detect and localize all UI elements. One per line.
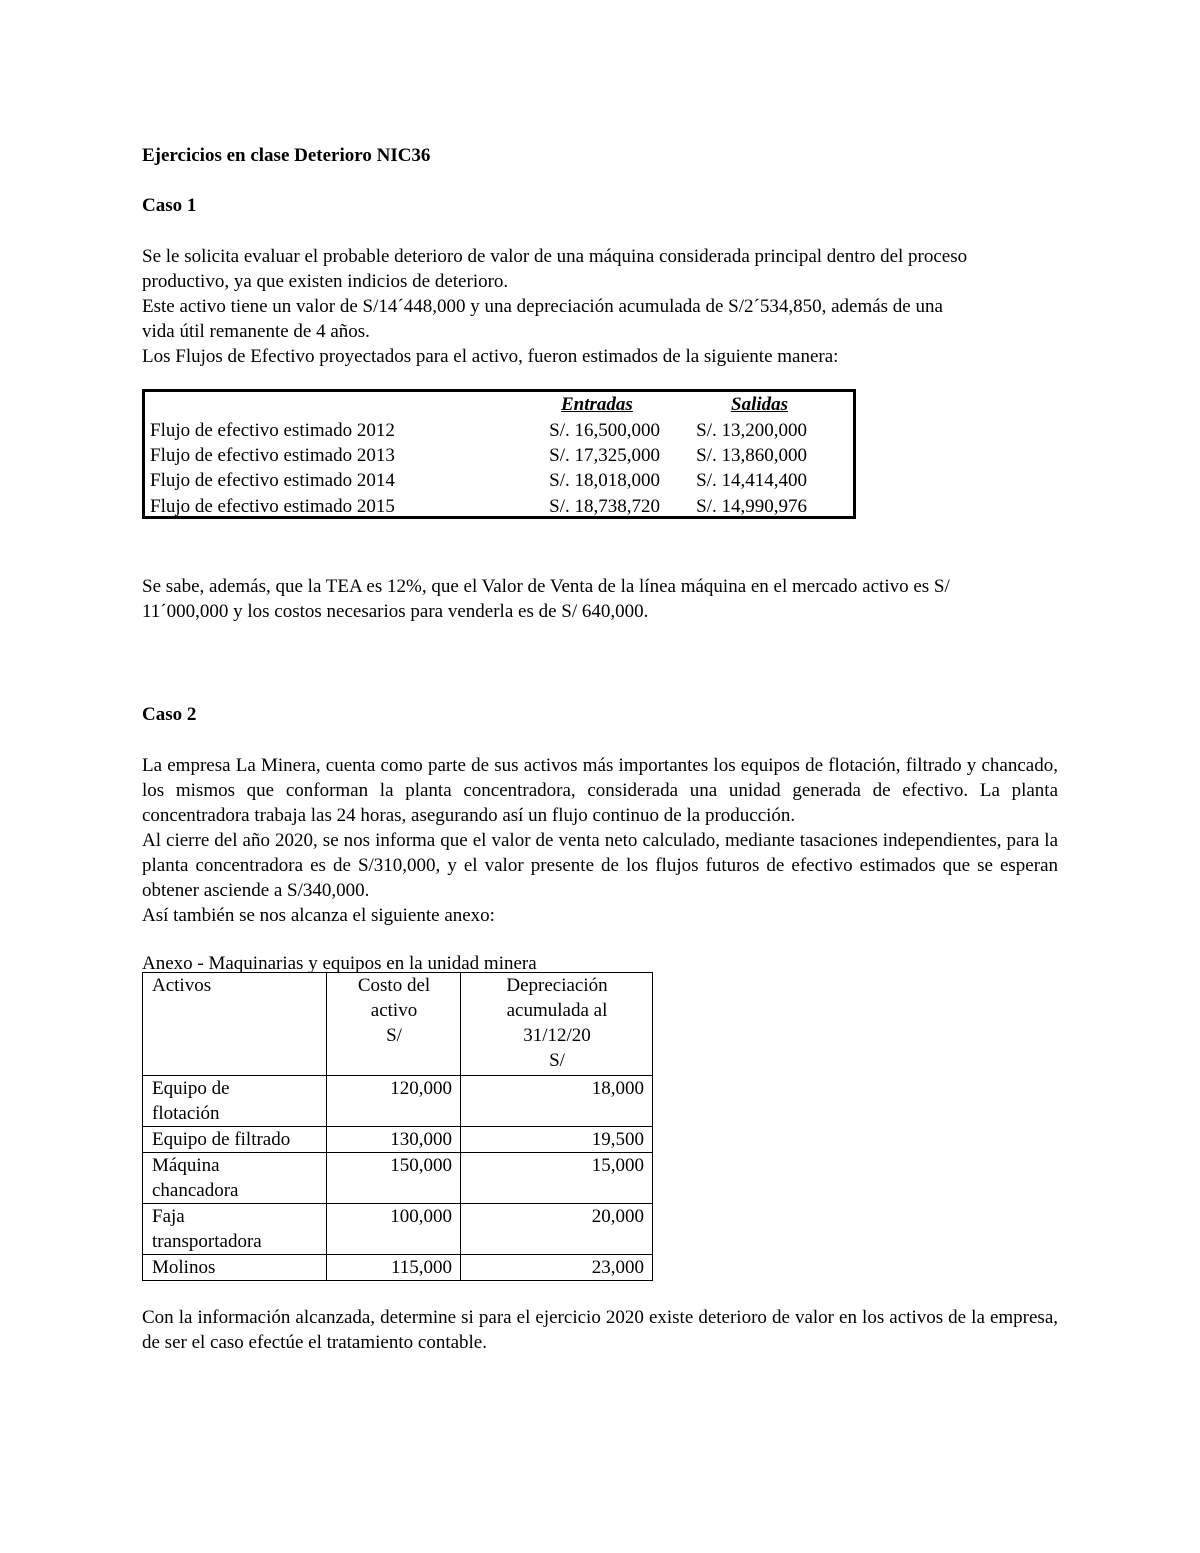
- activo-line1: Faja: [152, 1206, 185, 1227]
- salidas-value: S/. 14,990,976: [696, 496, 807, 517]
- row-label: Flujo de efectivo estimado 2015: [150, 496, 395, 517]
- caso2-paragraph-2: Al cierre del año 2020, se nos informa que el valor de venta neto calculado, mediante tasaciones independientes, para la planta concentradora es de S/310,000, y el valor presente de los flujos futuros de efectivo estimados que se esperan obtener asciende a S/340,000.: [142, 830, 1058, 901]
- entradas-value: S/. 18,738,720: [549, 496, 660, 517]
- table-row: [150, 418, 850, 443]
- header-costo: [327, 973, 461, 1076]
- caso1-paragraph-3: Los Flujos de Efectivo proyectados para el activo, fueron estimados de la siguiente manera:: [142, 346, 839, 367]
- caso1-p2-line1: Este activo tiene un valor de S/14´448,000 y una depreciación acumulada de S/2´534,850, además de una: [142, 296, 943, 317]
- activo-cell: [143, 1076, 327, 1127]
- depreciacion-cell: 15,000: [461, 1153, 653, 1204]
- document-title: Ejercicios en clase Deterioro NIC36: [142, 145, 431, 166]
- salidas-value: S/. 13,200,000: [696, 420, 807, 441]
- header-costo-line1: Costo del: [357, 975, 431, 996]
- costo-cell: 130,000: [327, 1127, 461, 1153]
- column-header-entradas: Entradas: [561, 394, 633, 415]
- column-header-salidas: Salidas: [731, 394, 789, 415]
- caso1-p1-line2: productivo, ya que existen indicios de deterioro.: [142, 271, 509, 292]
- row-label: Flujo de efectivo estimado 2013: [150, 445, 395, 466]
- caso1-p4-line1: Se sabe, además, que la TEA es 12%, que el Valor de Venta de la línea máquina en el mercado activo es S/: [142, 576, 950, 597]
- annex-table: [142, 972, 653, 1281]
- header-depreciacion: [461, 973, 653, 1076]
- header-dep-line2: acumulada al: [506, 1000, 608, 1021]
- activo-cell: [143, 1204, 327, 1255]
- header-activos: Activos: [143, 973, 327, 1076]
- depreciacion-cell: 20,000: [461, 1204, 653, 1255]
- table-row: [150, 494, 850, 519]
- header-dep-line1: Depreciación: [506, 975, 608, 996]
- caso1-paragraph-2: [142, 294, 1058, 344]
- caso2-heading: Caso 2: [142, 704, 197, 725]
- caso2-paragraph-1: La empresa La Minera, cuenta como parte de sus activos más importantes los equipos de flotación, filtrado y chancado, los mismos que conforman la planta concentradora, considerada una unidad generada de efectivo. La planta concentradora trabaja las 24 horas, asegurando así un flujo continuo de la producción.: [142, 755, 1058, 826]
- entradas-value: S/. 17,325,000: [549, 445, 660, 466]
- entradas-value: S/. 16,500,000: [549, 420, 660, 441]
- row-label: Flujo de efectivo estimado 2012: [150, 420, 395, 441]
- header-costo-line2: activo: [370, 1000, 418, 1021]
- caso1-p2-line2: vida útil remanente de 4 años.: [142, 321, 370, 342]
- activo-line2: transportadora: [152, 1231, 262, 1252]
- activo-cell: [143, 1153, 327, 1204]
- costo-cell: 150,000: [327, 1153, 461, 1204]
- caso1-p1-line1: Se le solicita evaluar el probable deterioro de valor de una máquina considerada principal dentro del proceso: [142, 246, 968, 267]
- activo-line1: Máquina: [152, 1155, 220, 1176]
- costo-cell: 100,000: [327, 1204, 461, 1255]
- closing-paragraph: Con la información alcanzada, determine si para el ejercicio 2020 existe deterioro de valor en los activos de la empresa, de ser el caso efectúe el tratamiento contable.: [142, 1307, 1058, 1353]
- table-row: [143, 1204, 653, 1255]
- table-header-row: [143, 973, 653, 1076]
- activo-line2: flotación: [152, 1103, 220, 1124]
- salidas-value: S/. 14,414,400: [696, 470, 807, 491]
- table-row: [143, 1127, 653, 1153]
- row-label: Flujo de efectivo estimado 2014: [150, 470, 395, 491]
- table-row: [143, 1255, 653, 1281]
- table-row: [143, 1153, 653, 1204]
- header-dep-line3: 31/12/20: [523, 1025, 591, 1046]
- depreciacion-cell: 23,000: [461, 1255, 653, 1281]
- depreciacion-cell: 18,000: [461, 1076, 653, 1127]
- salidas-value: S/. 13,860,000: [696, 445, 807, 466]
- caso2-paragraph-3: Así también se nos alcanza el siguiente anexo:: [142, 905, 495, 926]
- table-row: [150, 443, 850, 468]
- depreciacion-cell: 19,500: [461, 1127, 653, 1153]
- table-row: [143, 1076, 653, 1127]
- caso1-p4-line2: 11´000,000 y los costos necesarios para venderla es de S/ 640,000.: [142, 601, 649, 622]
- costo-cell: 120,000: [327, 1076, 461, 1127]
- caso1-heading: Caso 1: [142, 195, 197, 216]
- costo-cell: 115,000: [327, 1255, 461, 1281]
- activo-cell: Molinos: [143, 1255, 327, 1281]
- header-costo-line3: S/: [386, 1025, 402, 1046]
- annex-caption: Anexo - Maquinarias y equipos en la unidad minera: [142, 953, 537, 974]
- entradas-value: S/. 18,018,000: [549, 470, 660, 491]
- caso1-paragraph-1: [142, 244, 1058, 294]
- activo-line1: Equipo de: [152, 1078, 230, 1099]
- activo-line2: chancadora: [152, 1180, 239, 1201]
- table-row: [150, 468, 850, 493]
- activo-cell: Equipo de filtrado: [143, 1127, 327, 1153]
- header-dep-line4: S/: [549, 1050, 565, 1071]
- caso1-paragraph-4: [142, 574, 1058, 624]
